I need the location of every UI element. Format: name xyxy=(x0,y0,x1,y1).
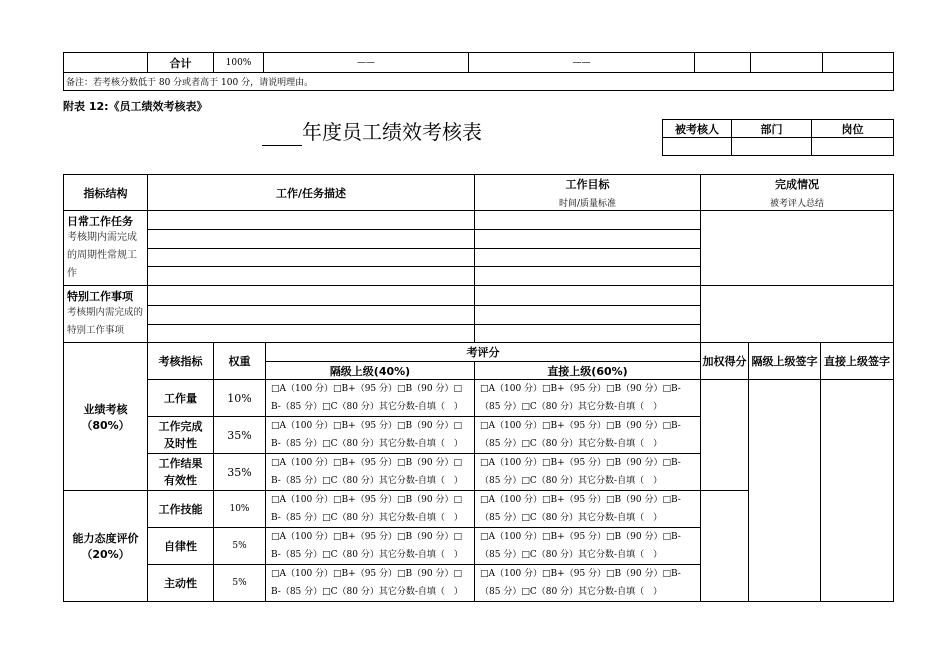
option-line: □A（100 分）□B+（95 分）□B（90 分）□B- xyxy=(480,458,681,468)
department-header: 部门 xyxy=(732,120,812,138)
completion-header xyxy=(701,175,894,211)
evaluatee-field[interactable] xyxy=(663,138,732,156)
performance-group xyxy=(64,343,148,491)
special-tasks-cell xyxy=(64,286,148,343)
option-line: □A（100 分）□B+（95 分）□B（90 分）□B- xyxy=(480,495,681,505)
indicator-name-line: 有效性 xyxy=(164,474,197,487)
indicator-name-line: 工作完成 xyxy=(158,420,203,433)
indicator-name xyxy=(148,454,214,491)
indirect-sign-field[interactable] xyxy=(749,380,821,602)
daily-tasks-title: 日常工作任务 xyxy=(67,215,133,228)
option-line: □A（100 分）□B+（95 分）□B（90 分）□ xyxy=(271,532,462,542)
eval-indicator-header: 考核指标 xyxy=(148,343,214,380)
option-line: B-（85 分）□C（80 分）其它分数-自填（ ） xyxy=(271,550,463,560)
option-line: B-（85 分）□C（80 分）其它分数-自填（ ） xyxy=(271,402,463,412)
weighted-score-field[interactable] xyxy=(701,491,749,602)
position-header: 岗位 xyxy=(812,120,894,138)
special-tasks-title: 特别工作事项 xyxy=(67,290,133,303)
indicator-structure-header: 指标结构 xyxy=(64,175,148,211)
direct-score-options[interactable] xyxy=(475,417,701,454)
option-line: □A（100 分）□B+（95 分）□B（90 分）□ xyxy=(271,458,462,468)
indicator-weight: 5% xyxy=(214,565,266,602)
direct-sign-header: 直接上级签字 xyxy=(821,343,894,380)
option-line: B-（85 分）□C（80 分）其它分数-自填（ ） xyxy=(271,439,463,449)
indicator-weight: 35% xyxy=(214,417,266,454)
dash-cell: —— xyxy=(264,53,469,73)
task-field[interactable] xyxy=(148,229,475,248)
page-title: 年度员工绩效考核表 xyxy=(302,120,482,144)
direct-score-options[interactable] xyxy=(475,528,701,565)
option-line: B-（85 分）□C（80 分）其它分数-自填（ ） xyxy=(271,476,463,486)
completion-header-title: 完成情况 xyxy=(775,178,820,191)
indicator-name xyxy=(148,491,214,528)
dash-cell: —— xyxy=(469,53,695,73)
indicator-name-line: 自律性 xyxy=(164,540,197,553)
position-field[interactable] xyxy=(812,138,894,156)
direct-score-options[interactable] xyxy=(475,491,701,528)
empty-cell xyxy=(695,53,751,73)
indirect-score-options[interactable] xyxy=(266,491,475,528)
completion-header-sub: 被考评人总结 xyxy=(770,199,825,209)
attitude-group-label: 能力态度评价 xyxy=(72,532,139,545)
daily-tasks-cell xyxy=(64,211,148,286)
goal-field[interactable] xyxy=(475,306,701,324)
task-field[interactable] xyxy=(148,248,475,267)
indicator-name xyxy=(148,565,214,602)
goal-header-title: 工作目标 xyxy=(565,178,610,191)
completion-field[interactable] xyxy=(701,286,894,343)
weighted-score-header: 加权得分 xyxy=(701,343,749,380)
department-field[interactable] xyxy=(732,138,812,156)
goal-header xyxy=(475,175,701,211)
indirect-score-options[interactable] xyxy=(266,454,475,491)
daily-tasks-desc: 考核期内需完成的周期性常规工作 xyxy=(67,232,137,279)
remark: 备注：若考核分数低于 80 分或者高于 100 分，请说明理由。 xyxy=(64,73,894,91)
option-line: □A（100 分）□B+（95 分）□B（90 分）□B- xyxy=(480,421,681,431)
direct-score-options[interactable] xyxy=(475,565,701,602)
indirect-sign-header: 隔级上级签字 xyxy=(749,343,821,380)
direct-superior-header: 直接上级(60%) xyxy=(475,362,701,380)
attitude-group-pct: （20%） xyxy=(81,548,130,561)
option-line: □A（100 分）□B+（95 分）□B（90 分）□B- xyxy=(480,384,681,394)
goal-field[interactable] xyxy=(475,267,701,286)
task-field[interactable] xyxy=(148,306,475,324)
option-line: （85 分）□C（80 分）其它分数-自填（ ） xyxy=(480,476,663,486)
indirect-superior-header: 隔级上级(40%) xyxy=(266,362,475,380)
appendix-label: 附表 12:《员工绩效考核表》 xyxy=(63,100,208,113)
option-line: B-（85 分）□C（80 分）其它分数-自填（ ） xyxy=(271,587,463,597)
empty-cell xyxy=(823,53,894,73)
option-line: （85 分）□C（80 分）其它分数-自填（ ） xyxy=(480,402,663,412)
indicator-name-line: 工作结果 xyxy=(158,457,203,470)
goal-field[interactable] xyxy=(475,324,701,342)
indicator-name-line: 工作技能 xyxy=(158,503,203,516)
score-header: 考评分 xyxy=(266,343,701,362)
direct-score-options[interactable] xyxy=(475,380,701,417)
direct-sign-field[interactable] xyxy=(821,380,894,602)
option-line: （85 分）□C（80 分）其它分数-自填（ ） xyxy=(480,439,663,449)
indicator-weight: 5% xyxy=(214,528,266,565)
total-label: 合计 xyxy=(148,53,214,73)
task-field[interactable] xyxy=(148,324,475,342)
indicator-weight: 10% xyxy=(214,380,266,417)
goal-field[interactable] xyxy=(475,286,701,306)
option-line: （85 分）□C（80 分）其它分数-自填（ ） xyxy=(480,587,663,597)
direct-score-options[interactable] xyxy=(475,454,701,491)
title-area xyxy=(262,118,482,148)
weighted-score-field[interactable] xyxy=(701,380,749,491)
indirect-score-options[interactable] xyxy=(266,380,475,417)
indicator-weight: 10% xyxy=(214,491,266,528)
goal-header-sub: 时间/质量标准 xyxy=(558,199,617,209)
completion-field[interactable] xyxy=(701,211,894,286)
info-table xyxy=(662,119,894,156)
indicator-weight: 35% xyxy=(214,454,266,491)
task-field[interactable] xyxy=(148,211,475,230)
special-tasks-desc: 考核期内需完成的特别工作事项 xyxy=(67,307,144,336)
indicator-name xyxy=(148,417,214,454)
empty-cell xyxy=(64,53,148,73)
weight-header: 权重 xyxy=(214,343,266,380)
option-line: （85 分）□C（80 分）其它分数-自填（ ） xyxy=(480,513,663,523)
indicator-name-line: 工作量 xyxy=(164,392,197,405)
indicator-name-line: 及时性 xyxy=(164,437,197,450)
option-line: （85 分）□C（80 分）其它分数-自填（ ） xyxy=(480,550,663,560)
option-line: □A（100 分）□B+（95 分）□B（90 分）□B- xyxy=(480,532,681,542)
option-line: B-（85 分）□C（80 分）其它分数-自填（ ） xyxy=(271,513,463,523)
indicator-name-line: 主动性 xyxy=(164,577,197,590)
indicator-name xyxy=(148,528,214,565)
goal-field[interactable] xyxy=(475,248,701,267)
performance-group-pct: （80%） xyxy=(81,418,130,432)
option-line: □A（100 分）□B+（95 分）□B（90 分）□ xyxy=(271,384,462,394)
main-table xyxy=(63,174,894,602)
option-line: □A（100 分）□B+（95 分）□B（90 分）□ xyxy=(271,495,462,505)
task-field[interactable] xyxy=(148,267,475,286)
task-description-header: 工作/任务描述 xyxy=(148,175,475,211)
total-percent: 100% xyxy=(214,53,264,73)
performance-group-label: 业绩考核 xyxy=(83,402,128,416)
attitude-group xyxy=(64,491,148,602)
indicator-name xyxy=(148,380,214,417)
indirect-score-options[interactable] xyxy=(266,565,475,602)
option-line: □A（100 分）□B+（95 分）□B（90 分）□ xyxy=(271,421,462,431)
indirect-score-options[interactable] xyxy=(266,417,475,454)
empty-cell xyxy=(751,53,823,73)
task-field[interactable] xyxy=(148,286,475,306)
summary-table xyxy=(63,52,894,91)
evaluatee-header: 被考核人 xyxy=(663,120,732,138)
goal-field[interactable] xyxy=(475,229,701,248)
option-line: □A（100 分）□B+（95 分）□B（90 分）□ xyxy=(271,569,462,579)
year-blank[interactable] xyxy=(262,119,302,146)
indirect-score-options[interactable] xyxy=(266,528,475,565)
option-line: □A（100 分）□B+（95 分）□B（90 分）□B- xyxy=(480,569,681,579)
goal-field[interactable] xyxy=(475,211,701,230)
